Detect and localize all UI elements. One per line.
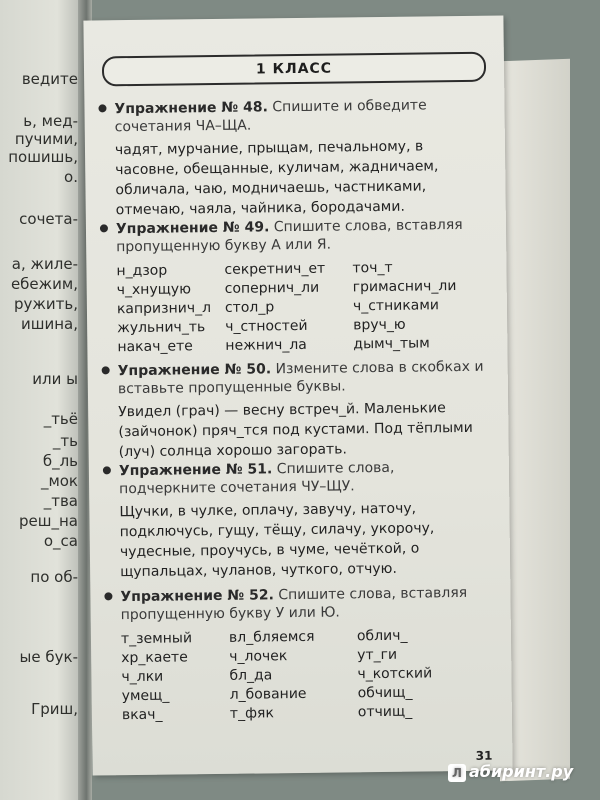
- grade-title: 1 КЛАСС: [255, 60, 333, 78]
- exercise-49: [96, 216, 493, 358]
- exercise-text: чадят, мурчание, прыщам, печальному, в часовне, обещанные, куличам, жадничаем, обличала, чаю, модничаешь, частниками, отмечаю, чаяла, чайника, бородачами.: [114, 138, 439, 219]
- labirint-logo-icon: Л: [448, 764, 466, 782]
- left-page-fragment: ь, мед-: [23, 112, 78, 130]
- exercise-word: накач_ете: [117, 338, 193, 356]
- word-grid: [101, 626, 497, 726]
- exercise-word: ч_лки: [121, 668, 164, 686]
- left-page-fragment: Гриш,: [31, 700, 78, 718]
- exercise-text: Щучки, в чулке, оплачу, завучу, наточу, подключусь, гущу, тёщу, силачу, укорочу, чудесные, проучусь, в чуме, чечёткой, о щупальцах, чуланов, чуткого, отчую.: [119, 500, 435, 581]
- exercise-instruction: Спишите слова, вставляя пропущенную букву У или Ю.: [120, 584, 468, 624]
- exercise-50: [98, 358, 494, 463]
- exercise-number: Упражнение № 48.: [114, 99, 268, 118]
- word-grid: [96, 258, 492, 358]
- exercise-word: вл_бляемся: [228, 628, 315, 646]
- exercise-title: [94, 96, 489, 137]
- left-page: [0, 0, 82, 800]
- exercise-word: вкач_: [121, 706, 163, 724]
- exercise-instruction: Спишите и обведите сочетания ЧА–ЩА.: [114, 97, 427, 136]
- exercise-word: отчищ_: [357, 703, 413, 721]
- bullet-icon: [103, 466, 111, 474]
- exercise-word: вруч_ю: [353, 316, 406, 334]
- left-page-fragment: ые бук-: [19, 648, 78, 666]
- exercise-word: облич_: [356, 627, 408, 645]
- exercise-word: точ_т: [352, 259, 393, 277]
- left-page-fragment: ружить,: [13, 295, 78, 313]
- left-page-fragment: _ть: [52, 432, 78, 450]
- exercise-word: стол_р: [224, 299, 275, 316]
- left-page-fragment: пошишь,: [8, 148, 78, 166]
- left-page-fragment: а, жиле-: [11, 255, 78, 273]
- exercise-instruction: Спишите слова, вставляя пропущенную букву А или Я.: [116, 216, 463, 256]
- exercise-number: Упражнение № 50.: [117, 361, 272, 380]
- bullet-icon: [98, 104, 106, 112]
- left-page-fragment: пучими,: [14, 130, 78, 148]
- exercise-word: бл_да: [229, 667, 273, 684]
- exercise-title: [100, 584, 495, 625]
- exercise-48: [94, 96, 490, 221]
- exercise-51: [99, 458, 495, 583]
- exercise-word: н_дзор: [116, 262, 168, 280]
- exercise-word: жульнич_ть: [117, 319, 206, 337]
- left-page-fragment: реш_на: [19, 512, 78, 530]
- exercise-number: Упражнение № 51.: [118, 461, 273, 480]
- exercise-word: гримаснич_ли: [352, 278, 457, 296]
- left-page-fragment: о.: [64, 168, 78, 186]
- bullet-icon: [104, 592, 112, 600]
- exercise-word: т_земный: [120, 630, 193, 648]
- left-page-fragment: или ы: [32, 370, 78, 388]
- exercise-number: Упражнение № 52.: [120, 587, 274, 606]
- exercise-word: ч_котский: [357, 665, 433, 683]
- right-page: [83, 15, 512, 775]
- exercise-word: т_фяк: [229, 705, 274, 722]
- exercise-word: хр_каете: [121, 649, 188, 667]
- bullet-icon: [100, 224, 108, 232]
- exercise-number: Упражнение № 49.: [115, 219, 270, 238]
- exercise-word: секретнич_ет: [224, 260, 326, 278]
- left-page-fragment: ебежим,: [10, 275, 78, 293]
- exercise-word: сопернич_ли: [224, 279, 320, 297]
- exercise-title: [99, 458, 494, 499]
- exercise-word: ут_ги: [357, 646, 398, 664]
- exercise-word: умещ_: [121, 687, 170, 705]
- exercise-word: л_бование: [229, 685, 307, 703]
- exercise-word: ч_стниками: [352, 297, 440, 315]
- left-page-fragment: сочета-: [19, 210, 78, 228]
- watermark: [448, 762, 573, 782]
- exercise-word: обчищ_: [357, 684, 413, 702]
- exercise-52: [100, 584, 497, 726]
- left-page-fragment: о_са: [43, 532, 78, 550]
- left-page-fragment: по об-: [30, 568, 78, 586]
- left-page-fragment: ведите: [21, 70, 78, 88]
- page-number: 31: [475, 748, 493, 763]
- exercise-word: ч_стностей: [225, 317, 308, 335]
- left-page-fragment: _тьё: [43, 410, 78, 428]
- exercise-title: [98, 358, 493, 399]
- left-page-fragment: ишина,: [21, 315, 78, 333]
- exercise-word: ч_хнущую: [116, 281, 192, 299]
- exercise-title: [96, 216, 491, 257]
- left-page-fragment: _тва: [43, 492, 78, 510]
- exercise-word: капризнич_л: [116, 300, 212, 318]
- exercise-word: дымч_тым: [353, 335, 430, 353]
- exercise-text: Увидел (грач) — весну встреч_й. Маленькие (зайчонок) пряч_тся под кустами. Под тёплыми (луч) солнца хорошо загорать.: [118, 400, 473, 461]
- exercise-instruction: Спишите слова, подчеркните сочетания ЧУ–ЩУ.: [119, 459, 395, 498]
- exercise-instruction: Измените слова в скобках и вставьте пропущенные буквы.: [117, 358, 484, 398]
- bullet-icon: [102, 366, 110, 374]
- exercise-word: нежнич_ла: [225, 336, 307, 354]
- left-page-fragment: б_ль: [42, 452, 78, 470]
- grade-header: [102, 52, 486, 87]
- watermark-text: абиринт.ру: [469, 762, 574, 781]
- left-page-fragment: _мок: [40, 472, 78, 490]
- exercise-word: ч_лочек: [229, 648, 288, 665]
